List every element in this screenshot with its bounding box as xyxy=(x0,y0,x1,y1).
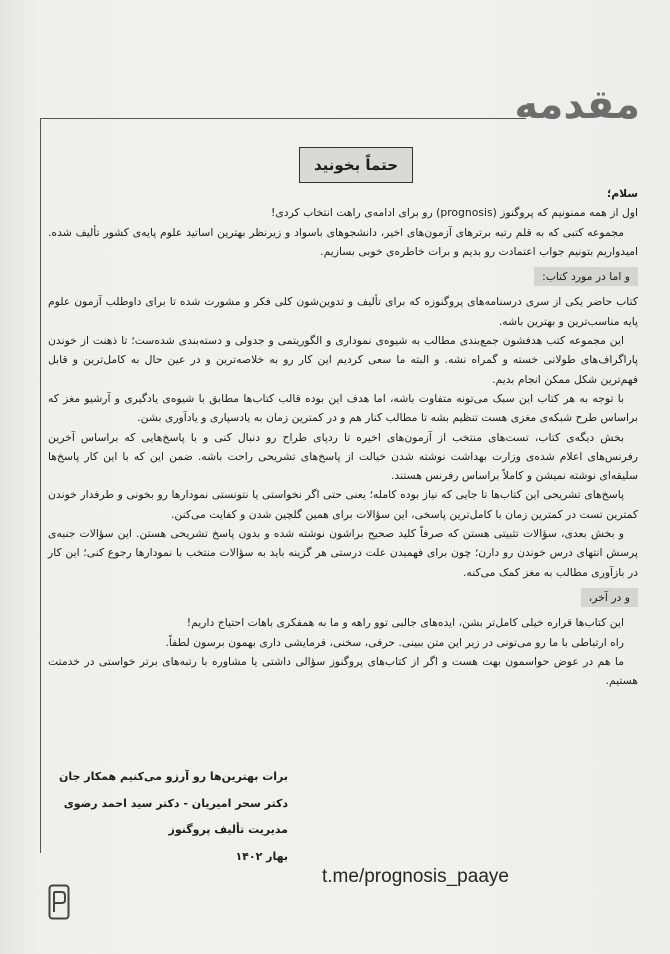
book-paragraph: بخش دیگه‌ی کتاب، تست‌های منتخب از آزمون‌های اخیره تا ردپای طراح رو دنبال کنی و با پاسخ‌هایی که براساس آخرین رفرنس‌های اعلام شده‌ی وزارت بهداشت نوشته شدن خیالت از پاسخ‌های تشریحی راحت باشه. ضمن این که با این کار پاسخ‌ها سلیقه‌ای نوشته نمیشن و کاملاً براساس رفرنس هستند. xyxy=(48,430,638,483)
body-text xyxy=(48,184,638,690)
book-paragraph: و بخش بعدی، سؤالات تثبیتی هستن که صرفاً کلید صحیح براشون نوشته شده و بدون پاسخ تشریحی هستن. این سؤالات جنبه‌ی پرسش انتهای درس خوندن رو دارن؛ چون برای فهمیدن علت درستی هر گزینه باید به سؤالات منتخب با نمودارها رجوع کنی؛ این کار در بازآوری مطالب به مغز کمک می‌کنه. xyxy=(48,527,638,579)
section-heading-final: و در آخر، xyxy=(581,588,638,607)
final-paragraph: ما هم در عوض حواسمون بهت هست و اگر از کتاب‌های پروگنوز سؤالی داشتی یا مشاوره با رتبه‌های برتر خواستی در خدمتت هستیم. xyxy=(48,654,638,688)
page-title: مقدمه xyxy=(514,82,640,128)
management: مدیریت تألیف پروگنوز xyxy=(168,823,288,836)
book-paragraph: این مجموعه کتب هدفشون جمع‌بندی مطالب به شیوه‌ی نموداری و الگوریتمی و جدولی و دسته‌بندی شده‌ست؛ تا ذهنت از خوندن پاراگراف‌های طولانی خسته و گمراه نشه. و البته ما سعی کردیم این کار رو به خلاصه‌ترین و در عین حال به کامل‌ترین و قابل فهم‌ترین شکل ممکن انجام بدیم. xyxy=(48,334,638,386)
final-paragraph: این کتاب‌ها قراره خیلی کامل‌تر بشن، ایده‌های جالبی توو راهه و ما به همفکری باهات احتیاج داریم! xyxy=(186,616,624,630)
final-paragraph: راه ارتباطی با ما رو می‌تونی در زیر این متن ببینی. حرفی، سخنی، فرمایشی داری بهمون برسون لطفاً. xyxy=(165,635,624,649)
intro-paragraph: اول از همه ممنونیم که پروگنوز (prognosis) رو برای ادامه‌ی راهت انتخاب کردی! xyxy=(271,206,638,220)
closing-wish: برات بهترین‌ها رو آرزو می‌کنیم همکار جان xyxy=(59,770,288,783)
book-paragraph: پاسخ‌های تشریحی این کتاب‌ها تا جایی که نیاز بوده کامله؛ یعنی حتی اگر نخواستی یا نتونستی نمودارها رو بخونی و طرفدار خوندن کمترین تست در کمترین زمان با کامل‌ترین پاسخی، این سؤالات برای همین گلچین شدن و کفایت می‌کنن. xyxy=(48,488,638,521)
book-paragraph: کتاب حاضر یکی از سری درسنامه‌های پروگنوزه که برای تألیف و تدوین‌شون کلی فکر و مشورت شده تا برای داوطلب آزمون علوم پایه مناسب‌ترین و بهترین باشه. xyxy=(48,295,638,328)
section-heading-book: و اما در مورد کتاب: xyxy=(534,267,638,286)
date: بهار ۱۴۰۲ xyxy=(235,849,288,863)
greeting: سلام؛ xyxy=(606,187,638,200)
authors: دکتر سحر امیریان - دکتر سید احمد رضوی xyxy=(63,796,288,810)
intro-paragraph: مجموعه کتبی که به قلم رتبه برترهای آزمون‌های اخیر، دانشجوهای باسواد و زیرنظر بهترین اساتید علوم پایه‌ی کشور تألیف شده. امیدواریم بتونیم جواب اعتمادت رو بدیم و برات خاطره‌ی خوبی بسازیم. xyxy=(48,225,638,258)
book-paragraph: با توجه به هر کتاب این سبک می‌تونه متفاوت باشه، اما هدف این بوده قالب کتاب‌ها مطابق با شیوه‌ی یادگیری و آرشیو مغز که براساس طرح شبکه‌ی مغزی هست تنظیم بشه تا مطالب کنار هم و در کمترین زمان به یادسپاری و یادآوری بشن. xyxy=(48,391,638,425)
frame-top-rule xyxy=(40,118,526,119)
must-read-box xyxy=(299,147,413,183)
signature-block xyxy=(59,764,288,870)
must-read-label: حتماً بخونید xyxy=(313,156,399,174)
telegram-link[interactable]: t.me/prognosis_paaye xyxy=(322,866,509,887)
frame-left-rule xyxy=(40,118,41,853)
prognosis-logo-icon xyxy=(48,884,70,920)
